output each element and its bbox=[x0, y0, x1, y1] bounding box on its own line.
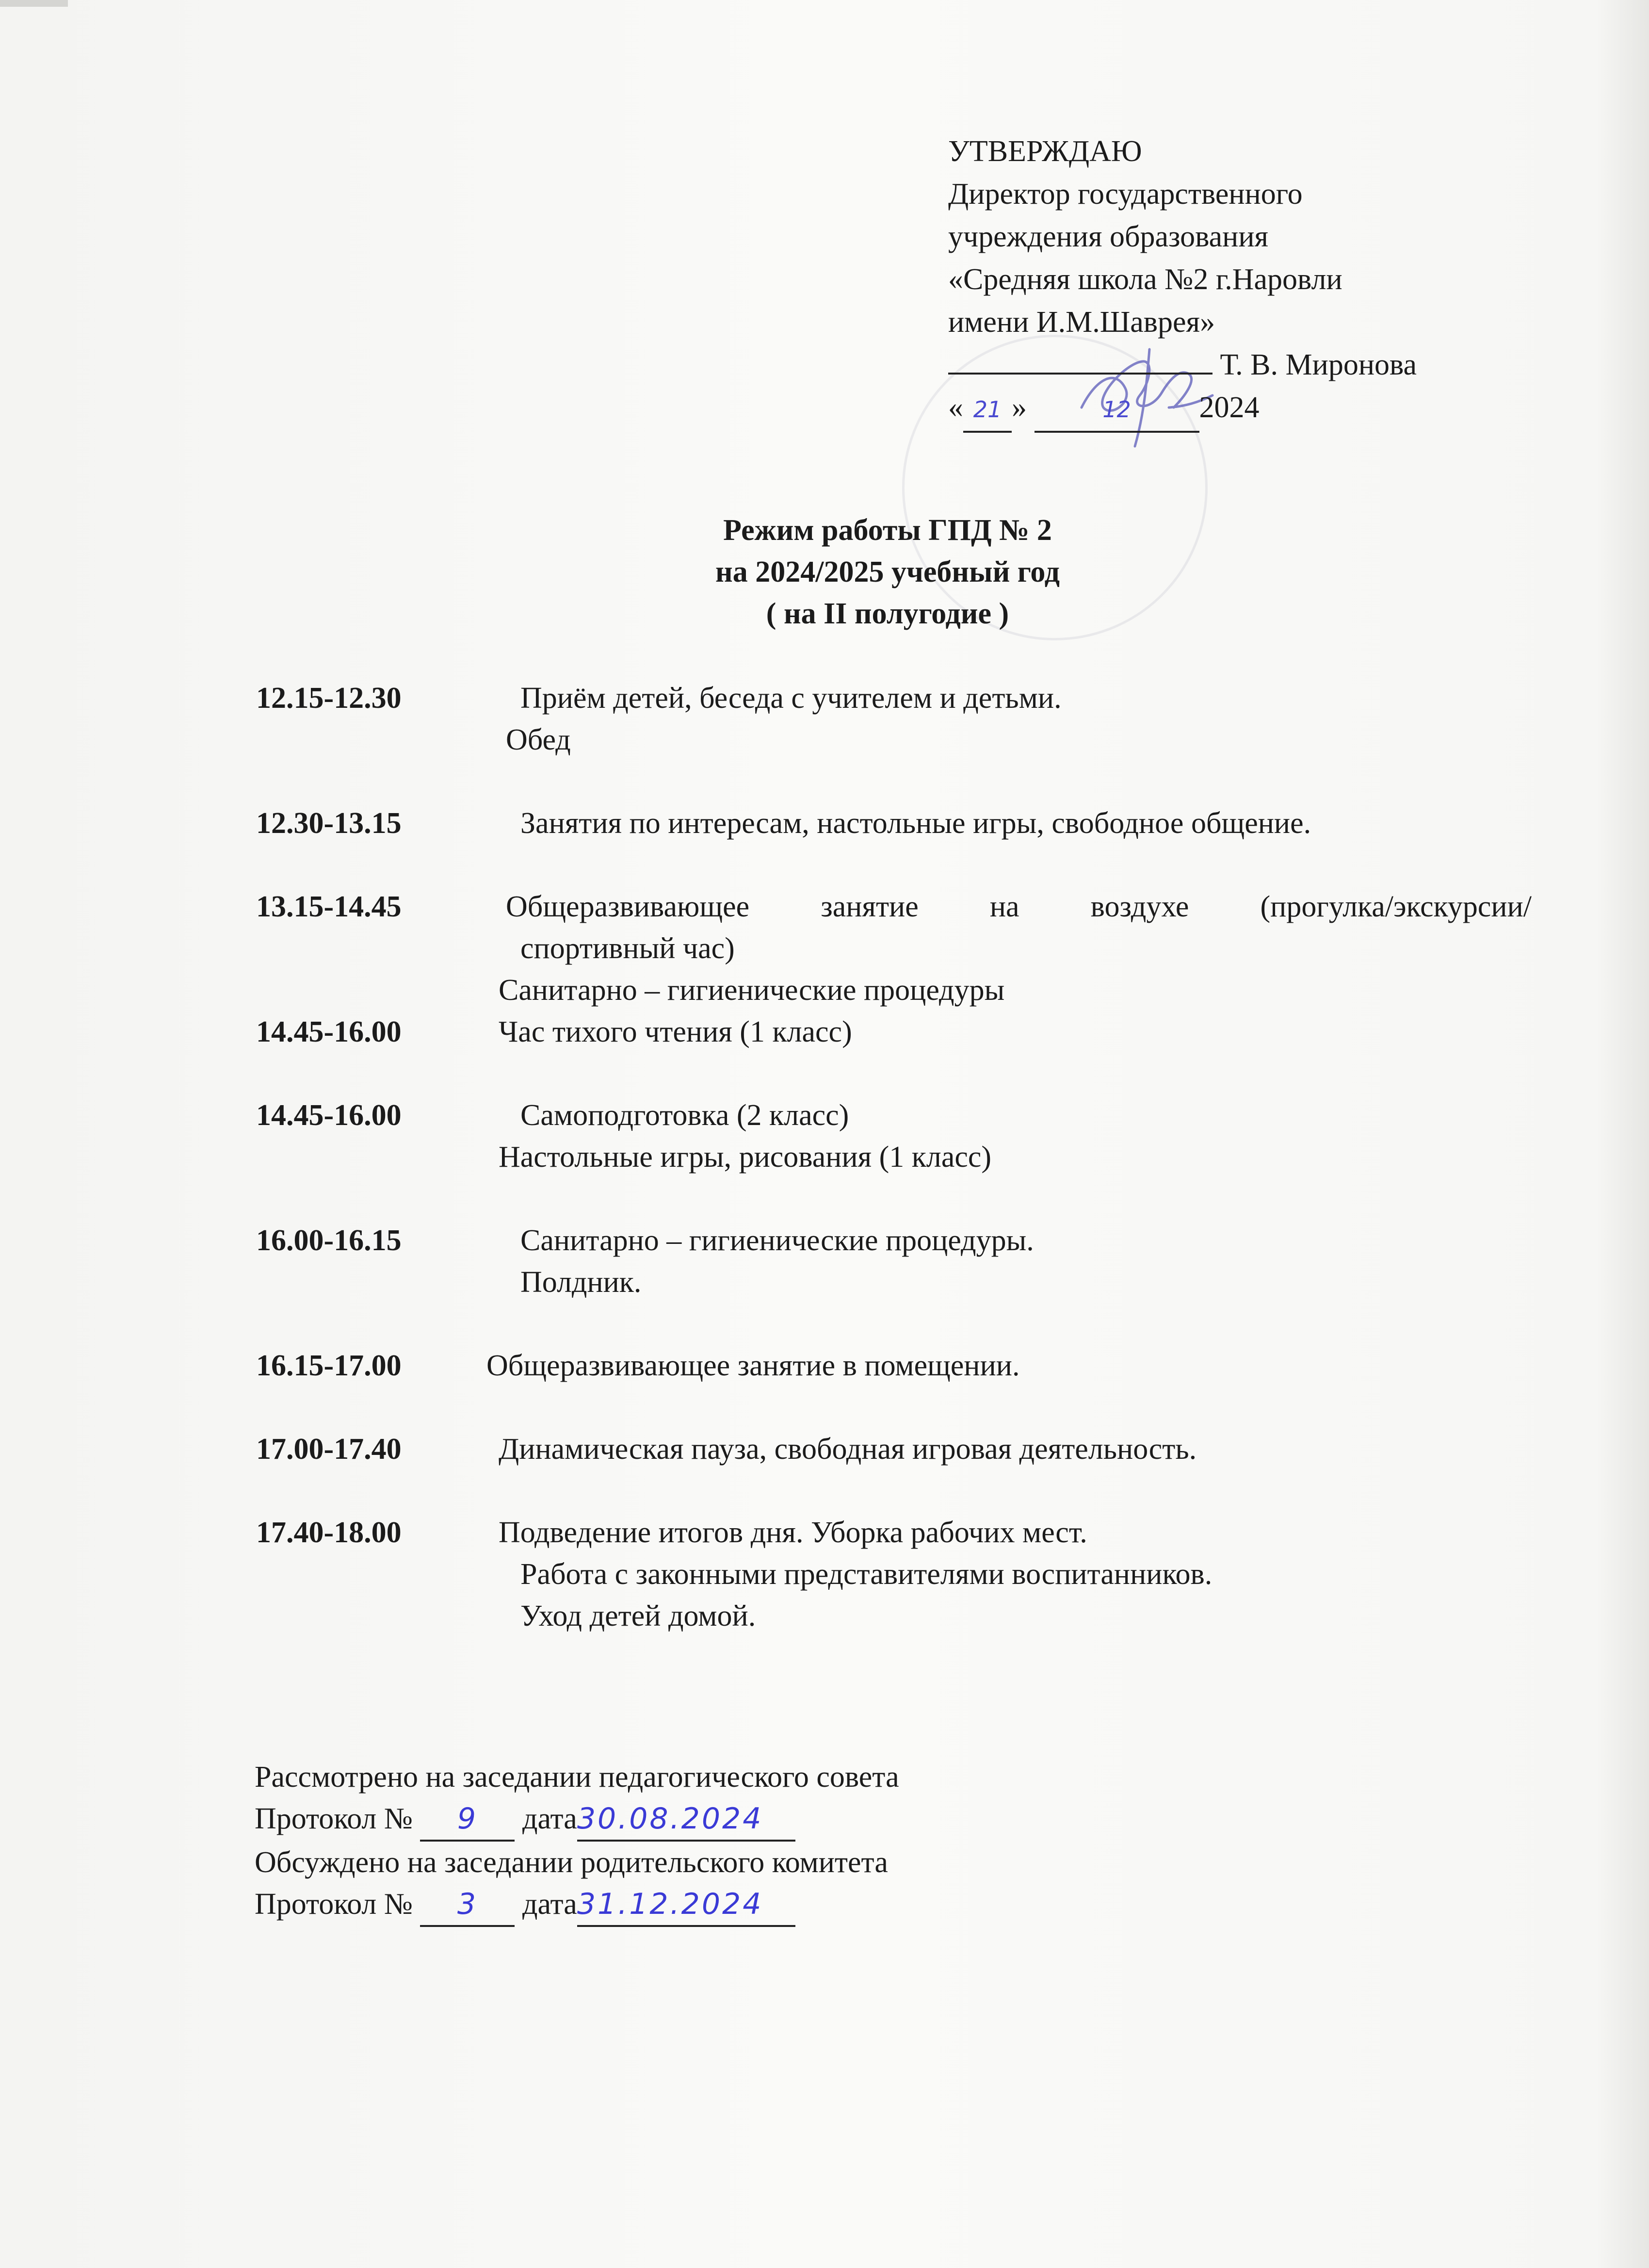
schedule-item bbox=[256, 1512, 1532, 1637]
title-line: Режим работы ГПД № 2 bbox=[723, 514, 1052, 547]
protocol-date-label: дата bbox=[522, 1802, 577, 1835]
schedule-item bbox=[256, 802, 1532, 844]
title-line: на 2024/2025 учебный год bbox=[715, 555, 1060, 588]
schedule-activity: Динамическая пауза, свободная игровая деятельность. bbox=[499, 1433, 1197, 1466]
protocol-date: 31.12.2024 bbox=[577, 1887, 763, 1921]
date-month: 12 bbox=[1102, 396, 1131, 423]
protocol-date: 30.08.2024 bbox=[577, 1802, 763, 1836]
schedule-activity: Работа с законными представителями воспитанников. bbox=[520, 1558, 1212, 1591]
date-day: 21 bbox=[973, 396, 1002, 423]
schedule-activity: Настольные игры, рисования (1 класс) bbox=[499, 1141, 992, 1174]
schedule-activity: Уход детей домой. bbox=[520, 1599, 756, 1632]
date-quote-close: » bbox=[1012, 391, 1027, 424]
footer-protocol-1 bbox=[255, 1798, 899, 1842]
footer-council-line: Рассмотрено на заседании педагогического совета bbox=[255, 1761, 899, 1794]
schedule-time: 14.45-16.00 bbox=[256, 1015, 402, 1048]
approval-block bbox=[948, 130, 1579, 433]
schedule-item bbox=[256, 677, 1532, 761]
approval-line: учреждения образования bbox=[948, 220, 1269, 253]
approval-line: «Средняя школа №2 г.Наровли bbox=[948, 263, 1342, 296]
schedule-time: 13.15-14.45 bbox=[256, 890, 402, 923]
schedule-item bbox=[256, 1345, 1532, 1387]
schedule-item bbox=[256, 1220, 1532, 1303]
protocol-date-blank bbox=[577, 1883, 795, 1927]
schedule-activity: Общеразвивающее занятие на воздухе (прогулка/экскурсии/ bbox=[506, 890, 1532, 923]
schedule-item bbox=[256, 1011, 1532, 1053]
title-line: ( на II полугодие ) bbox=[766, 597, 1009, 630]
schedule-activity: спортивный час) bbox=[520, 932, 735, 965]
document-title bbox=[0, 509, 1649, 635]
schedule-time: 12.30-13.15 bbox=[256, 807, 402, 840]
schedule-activity: Обед bbox=[506, 723, 571, 756]
schedule-time: 16.15-17.00 bbox=[256, 1349, 402, 1382]
schedule-list bbox=[256, 677, 1532, 1679]
schedule-activity: Санитарно – гигиенические процедуры. bbox=[520, 1224, 1034, 1257]
date-year: 2024 bbox=[1199, 391, 1260, 424]
schedule-activity: Полдник. bbox=[520, 1266, 642, 1299]
schedule-time: 16.00-16.15 bbox=[256, 1224, 402, 1257]
schedule-activity: Санитарно – гигиенические процедуры bbox=[499, 974, 1005, 1007]
date-day-blank bbox=[963, 386, 1012, 433]
approval-heading: УТВЕРЖДАЮ bbox=[948, 135, 1142, 168]
schedule-activity: Общеразвивающее занятие в помещении. bbox=[486, 1349, 1020, 1382]
schedule-time: 14.45-16.00 bbox=[256, 1099, 402, 1132]
approval-line: имени И.М.Шаврея» bbox=[948, 306, 1215, 339]
date-month-blank bbox=[1035, 386, 1199, 433]
schedule-item bbox=[256, 886, 1532, 1011]
scan-corner-mark bbox=[0, 0, 68, 7]
footer-protocol-2 bbox=[255, 1883, 899, 1927]
protocol-number-blank bbox=[420, 1798, 515, 1842]
approval-line: Директор государственного bbox=[948, 178, 1303, 211]
approval-date-line bbox=[948, 386, 1579, 433]
schedule-time: 17.40-18.00 bbox=[256, 1516, 402, 1549]
schedule-item bbox=[256, 1094, 1532, 1178]
schedule-time: 12.15-12.30 bbox=[256, 682, 402, 715]
schedule-activity: Час тихого чтения (1 класс) bbox=[499, 1015, 852, 1048]
approval-signature-line bbox=[948, 343, 1579, 386]
signature-blank bbox=[948, 345, 1212, 375]
schedule-activity: Приём детей, беседа с учителем и детьми. bbox=[520, 682, 1062, 715]
protocol-number-blank bbox=[420, 1883, 515, 1927]
protocol-number: 9 bbox=[457, 1802, 478, 1836]
date-quote-open: « bbox=[948, 391, 963, 424]
schedule-activity: Подведение итогов дня. Уборка рабочих мест. bbox=[499, 1516, 1087, 1549]
approval-footer bbox=[255, 1756, 899, 1927]
signer-name: Т. В. Миронова bbox=[1220, 348, 1417, 381]
schedule-activity: Занятия по интересам, настольные игры, свободное общение. bbox=[520, 807, 1311, 840]
footer-committee-line: Обсуждено на заседании родительского комитета bbox=[255, 1846, 888, 1879]
protocol-number: 3 bbox=[457, 1887, 478, 1921]
schedule-item bbox=[256, 1428, 1532, 1470]
protocol-date-label: дата bbox=[522, 1888, 577, 1921]
protocol-label: Протокол № bbox=[255, 1888, 413, 1921]
page-edge-shadow bbox=[1596, 0, 1649, 2268]
schedule-activity: Самоподготовка (2 класс) bbox=[520, 1099, 849, 1132]
schedule-time: 17.00-17.40 bbox=[256, 1433, 402, 1466]
protocol-label: Протокол № bbox=[255, 1802, 413, 1835]
protocol-date-blank bbox=[577, 1798, 795, 1842]
